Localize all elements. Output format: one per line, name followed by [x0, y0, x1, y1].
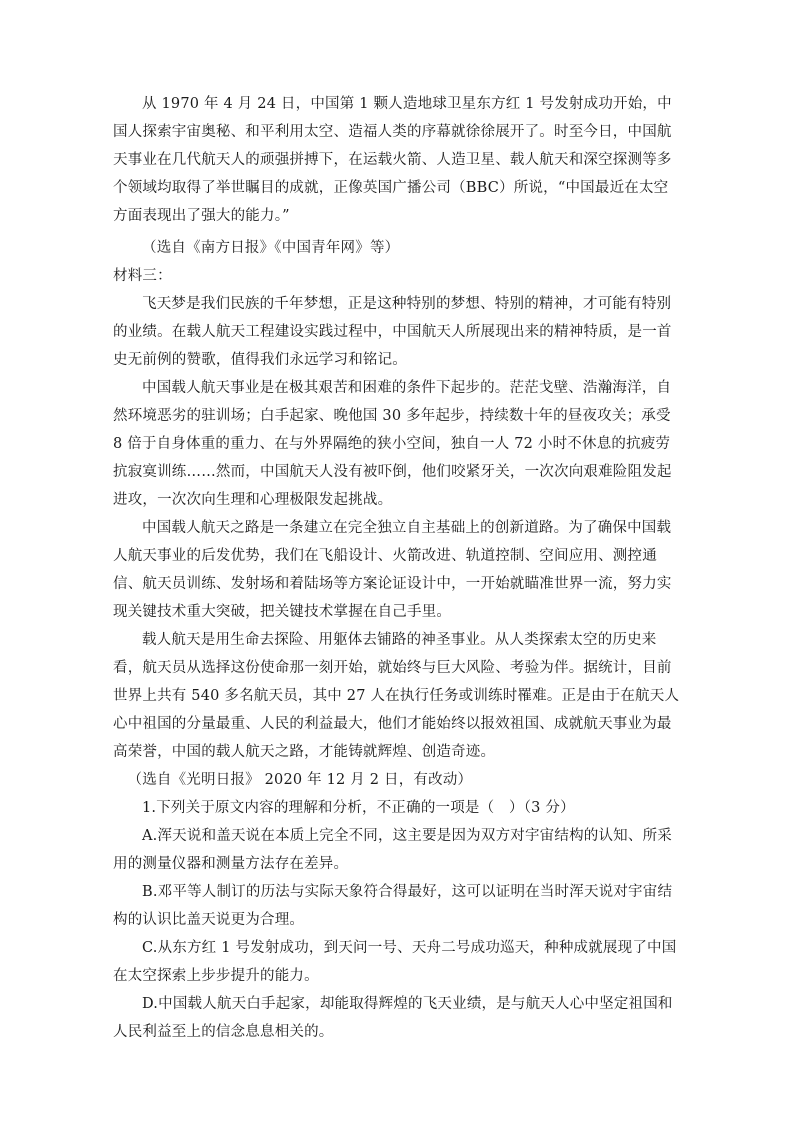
option-c: C.从东方红 1 号发射成功，到天问一号、天舟二号成功巡天，种种成就展现了中国在太空探索上步步提升的能力。: [113, 940, 677, 984]
source-citation-1: （选自《南方日报》《中国青年网》等）: [142, 240, 400, 256]
paragraph-material2-end: 从 1970 年 4 月 24 日，中国第 1 颗人造地球卫星东方红 1 号发射成功开始，中国人探索宇宙奥秘、和平利用太空、造福人类的序幕就徐徐展开了。时至今日，中国航天事业在几代航天人的顽强拼搏下，在运载火箭、人造卫星、载人航天和深空探测等多个领域均取得了举世瞩目的成就，正像英国广播公司（BBC）所说，“中国最近在太空方面表现出了强大的能力。”: [113, 96, 672, 224]
option-b: B.邓平等人制订的历法与实际天象符合得最好，这可以证明在当时浑天说对宇宙结构的认识比盖天说更为合理。: [113, 884, 673, 928]
paragraph-sacred-cause: 载人航天是用生命去探险、用躯体去铺路的神圣事业。从人类探索太空的历史来看，航天员从选择这份使命那一刻开始，就始终与巨大风险、考验为伴。据统计，目前世界上共有 540 多名航天员，其中 27 人在执行任务或训练时罹难。正是由于在航天人心中祖国的分量最重、人民的利益最大，他们才能始终以报效祖国、成就航天事业为最高荣誉，中国的载人航天之路，才能铸就辉煌、创造奇迹。: [113, 632, 680, 760]
paragraph-hard-start: 中国载人航天事业是在极其艰苦和困难的条件下起步的。茫茫戈壁、浩瀚海洋，自然环境恶劣的驻训场；白手起家、晚他国 30 多年起步，持续数十年的昼夜攻关；承受 8 倍于自身体重的重力、在与外界隔绝的狭小空间，独自一人 72 小时不休息的抗疲劳抗寂寞训练……然而，中国航天人没有被吓倒，他们咬紧牙关，一次次向艰难险阻发起进攻，一次次向生理和心理极限发起挑战。: [113, 380, 672, 508]
document-body: [113, 90, 683, 1046]
paragraph-innovation-road: 中国载人航天之路是一条建立在完全独立自主基础上的创新道路。为了确保中国载人航天事业的后发优势，我们在飞船设计、火箭改进、轨道控制、空间应用、测控通信、航天员训练、发射场和着陆场等方案论证设计中，一开始就瞄准世界一流，努力实现关键技术重大突破，把关键技术掌握在自己手里。: [113, 520, 672, 620]
question-stem: 1.下列关于原文内容的理解和分析，不正确的一项是（ ）（3 分）: [142, 800, 575, 816]
source-citation-2: （选自《光明日报》 2020 年 12 月 2 日，有改动）: [127, 772, 473, 788]
option-d: D.中国载人航天白手起家，却能取得辉煌的飞天业绩，是与航天人心中坚定祖国和人民利益至上的信念息息相关的。: [113, 996, 673, 1040]
material-three-heading: 材料三：: [113, 268, 172, 284]
option-a: A.浑天说和盖天说在本质上完全不同，这主要是因为双方对宇宙结构的认知、所采用的测量仪器和测量方法存在差异。: [113, 828, 672, 872]
paragraph-flying-dream: 飞天梦是我们民族的千年梦想，正是这种特别的梦想、特别的精神，才可能有特别的业绩。在载人航天工程建设实践过程中，中国航天人所展现出来的精神特质，是一首史无前例的赞歌，值得我们永远学习和铭记。: [113, 296, 672, 368]
